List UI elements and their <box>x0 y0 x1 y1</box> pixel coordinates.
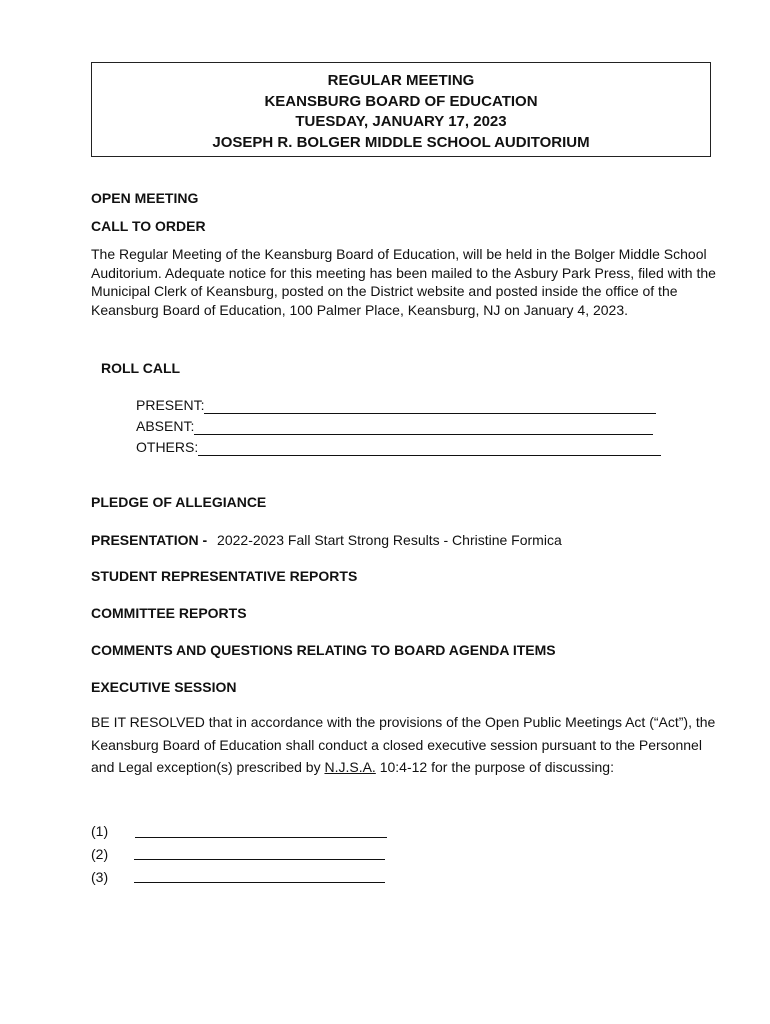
meeting-header-box <box>91 62 711 157</box>
presentation-line <box>91 531 562 549</box>
others-blank-line <box>198 441 661 456</box>
present-blank-line <box>204 399 656 414</box>
heading-roll-call: ROLL CALL <box>101 360 181 376</box>
item-number-2: (2) <box>91 846 109 862</box>
heading-pledge: PLEDGE OF ALLEGIANCE <box>91 494 267 510</box>
heading-executive-session: EXECUTIVE SESSION <box>91 679 237 695</box>
item-blank-line-1 <box>135 837 387 838</box>
header-meeting-type: REGULAR MEETING <box>327 72 475 89</box>
heading-call-to-order: CALL TO ORDER <box>91 218 206 234</box>
absent-label: ABSENT: <box>136 418 195 434</box>
others-label: OTHERS: <box>136 439 199 455</box>
header-date: TUESDAY, JANUARY 17, 2023 <box>295 113 507 130</box>
present-label: PRESENT: <box>136 397 205 413</box>
heading-comments: COMMENTS AND QUESTIONS RELATING TO BOARD AGENDA ITEMS <box>91 642 556 658</box>
item-number-1: (1) <box>91 823 109 839</box>
item-blank-line-2 <box>134 859 385 860</box>
header-location: JOSEPH R. BOLGER MIDDLE SCHOOL AUDITORIUM <box>212 133 590 151</box>
roll-present-row <box>136 396 656 414</box>
resolution-statute: N.J.S.A. <box>324 759 376 775</box>
roll-absent-row <box>136 417 653 435</box>
presentation-label: PRESENTATION - <box>91 532 212 548</box>
resolution-paragraph <box>91 711 726 779</box>
call-to-order-paragraph: The Regular Meeting of the Keansburg Board of Education, will be held in the Bolger Middle School Auditorium. Adequate notice for this meeting has been mailed to the Asbury Park Press, filed with the Municipal Clerk of Keansburg, posted on the District website and posted inside the office of the Keansburg Board of Education, 100 Palmer Place, Keansburg, NJ on January 4, 2023. <box>91 246 716 318</box>
item-number-3: (3) <box>91 869 109 885</box>
resolution-text-part1: BE IT RESOLVED that in accordance with the provisions of the Open Public Meetings Act (“Act”), the Keansburg Board of Education shall conduct a closed executive session pursuant to the Personnel and Legal exception(s) prescribed by <box>91 714 716 775</box>
absent-blank-line <box>194 420 653 435</box>
header-board-name: KEANSBURG BOARD OF EDUCATION <box>264 92 538 110</box>
presentation-text: 2022-2023 Fall Start Strong Results - Christine Formica <box>217 532 562 548</box>
resolution-text-part2: 10:4-12 for the purpose of discussing: <box>375 759 614 775</box>
heading-open-meeting: OPEN MEETING <box>91 190 199 206</box>
item-blank-line-3 <box>134 882 385 883</box>
heading-committee-reports: COMMITTEE REPORTS <box>91 605 247 621</box>
heading-student-reports: STUDENT REPRESENTATIVE REPORTS <box>91 568 358 584</box>
roll-others-row <box>136 438 661 456</box>
